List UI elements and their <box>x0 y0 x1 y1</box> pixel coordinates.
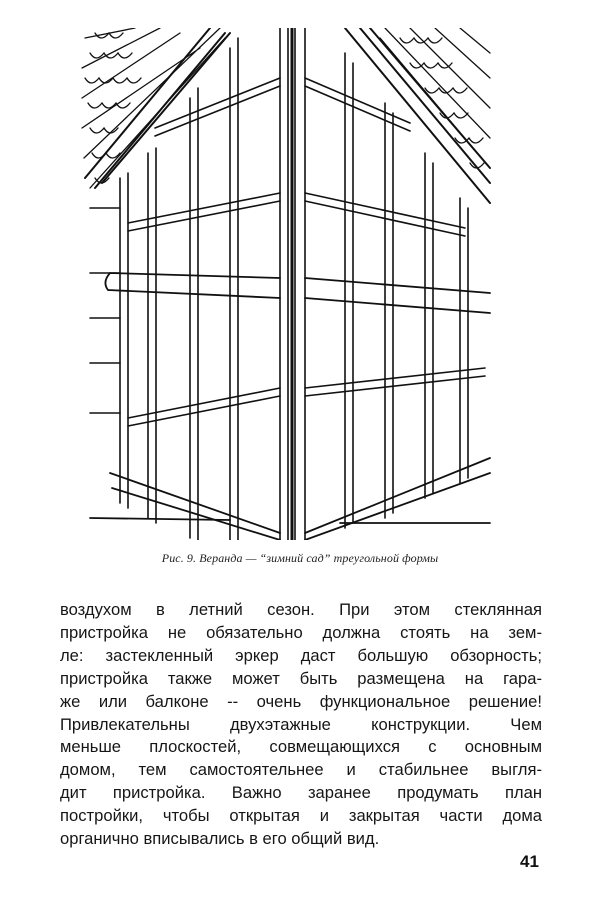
veranda-illustration <box>80 28 520 540</box>
text-line: дит пристройка. Важно заранее продумать план <box>60 783 542 803</box>
corner-post <box>280 28 305 540</box>
text-line: домом, тем самостоятельнее и стабильнее выгля- <box>60 760 542 780</box>
left-transoms <box>128 78 280 426</box>
left-wall-mullions <box>90 38 238 540</box>
text-line: органично вписывались в его общий вид. <box>60 829 380 849</box>
body-paragraph <box>60 599 542 851</box>
text-line: постройки, чтобы открытая и закрытая части дома <box>60 806 542 826</box>
right-transoms <box>305 78 485 396</box>
text-line: пристройка также может быть размещена на гара- <box>60 668 542 688</box>
text-line: пристройка не обязательно должна стоять на зем- <box>60 622 542 642</box>
page-number: 41 <box>520 852 539 871</box>
veranda-drawing <box>80 28 520 540</box>
text-line: ле: застекленный эркер даст большую обзорность; <box>60 645 542 665</box>
text-line: меньше плоскостей, совмещающихся с основным <box>60 737 542 757</box>
text-line: воздухом в летний сезон. При этом стеклянная <box>60 600 542 619</box>
text-line: Привлекательны двухэтажные конструкции. Чем <box>60 714 542 734</box>
figure-caption: Рис. 9. Веранда — “зимний сад” треугольной формы <box>161 551 439 565</box>
base-sill <box>90 458 490 540</box>
right-roof-tiles <box>380 28 490 168</box>
text-line: же или балконе -- очень функциональное решение! <box>60 691 542 711</box>
